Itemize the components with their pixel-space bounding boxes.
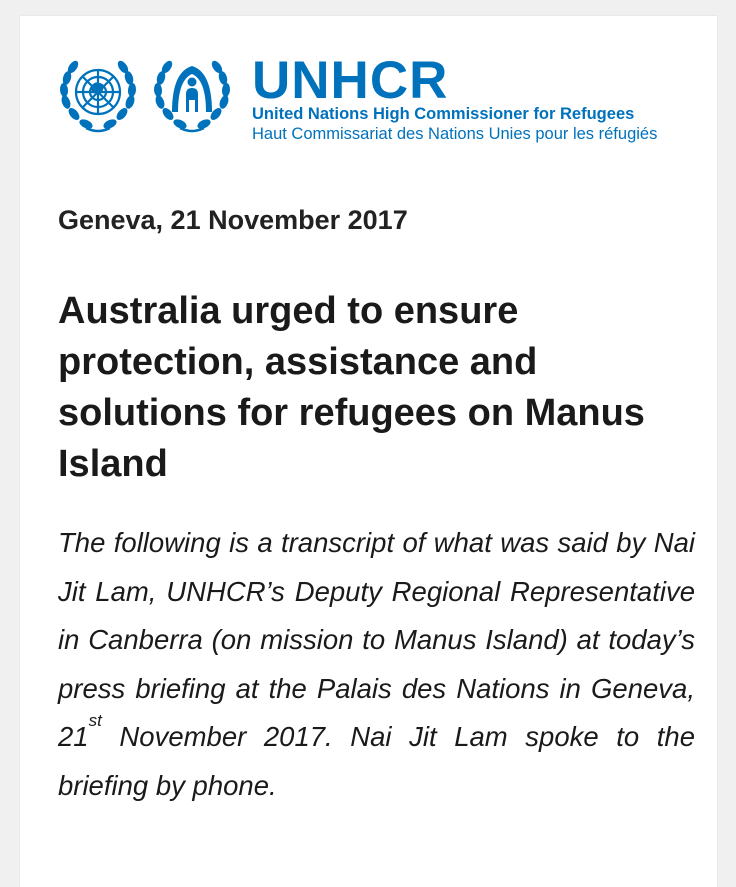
brand-acronym: UNHCR (252, 51, 449, 110)
dateline: Geneva, 21 November 2017 (58, 205, 408, 235)
lead-paragraph (58, 519, 695, 810)
lead-text-main: The following is a transcript of what was said by Nai Jit Lam, UNHCR’s Deputy Regional Representative in Canberra (on mission to Manus Island) at today’s press briefing at the Palais des Nations in Geneva, 21 (58, 527, 695, 752)
brand-name-english: United Nations High Commissioner for Refugees (252, 105, 635, 123)
lead-text-end: November 2017. Nai Jit Lam spoke to the briefing by phone. (58, 721, 695, 801)
unhcr-logo (56, 52, 706, 142)
lead-ordinal-suffix: st (88, 711, 102, 730)
un-emblem-icon (56, 52, 140, 136)
headline: Australia urged to ensure protection, assistance and solutions for refugees on Manus Island (58, 290, 645, 485)
brand-name-french: Haut Commissariat des Nations Unies pour les réfugiés (252, 125, 658, 143)
press-release-page (20, 16, 717, 887)
unhcr-emblem-icon (150, 52, 234, 136)
